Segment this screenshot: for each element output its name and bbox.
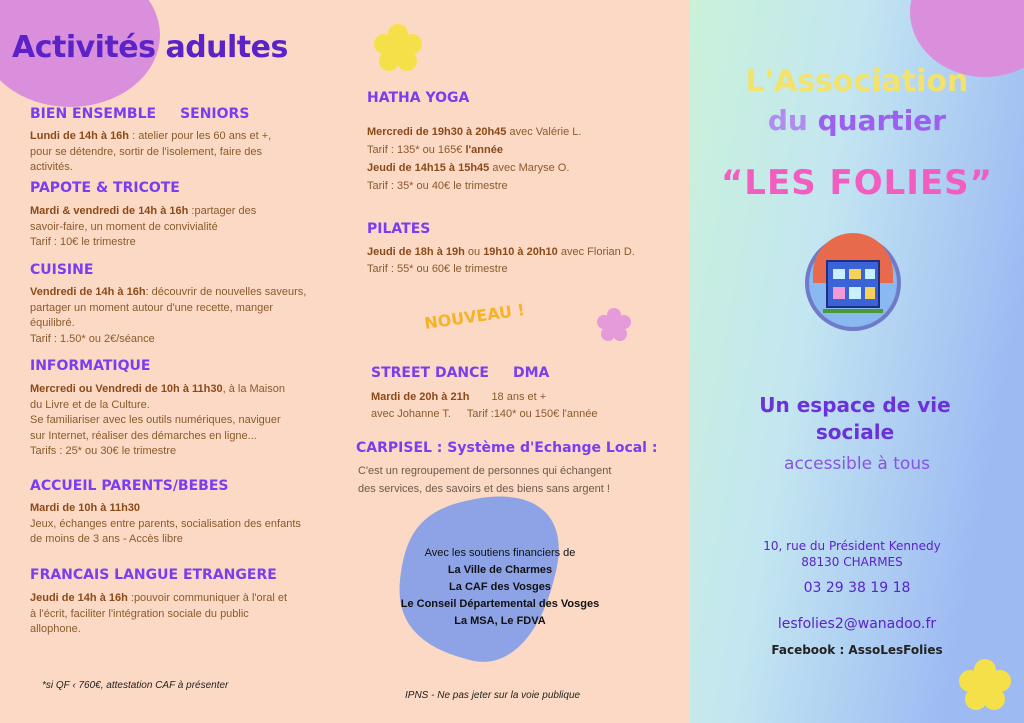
pink-flower-icon bbox=[597, 308, 631, 341]
bien-ensemble-text: Lundi de 14h à 16h : atelier pour les 60 ans et +, pour se détendre, sortir de l'isolement, faire des activités. bbox=[30, 130, 272, 173]
nouveau-label: NOUVEAU ! bbox=[423, 300, 526, 333]
heading-street-dance: STREET DANCE DMA bbox=[371, 365, 550, 381]
fle-text: Jeudi de 14h à 16h :pouvoir communiquer à l'oral et à l'écrit, faciliter l'intégration sociale du public allophone. bbox=[30, 592, 288, 635]
facebook-link[interactable]: Facebook : AssoLesFolies bbox=[771, 643, 943, 657]
pilates-text: Jeudi de 18h à 19h ou 19h10 à 20h10 avec Florian D. Tarif : 55* ou 60€ le trimestre bbox=[367, 246, 635, 275]
sponsors: Avec les soutiens financiers de La Ville de Charmes La CAF des Vosges Le Conseil Départemental des Vosges La MSA, Le FDVA bbox=[400, 547, 600, 627]
heading-fle: FRANCAIS LANGUE ETRANGERE bbox=[30, 567, 277, 583]
heading-informatique: INFORMATIQUE bbox=[30, 358, 151, 374]
quartier-title: du quartier bbox=[767, 104, 947, 137]
email-link[interactable]: lesfolies2@wanadoo.fr bbox=[777, 616, 937, 632]
heading-bien-ensemble: BIEN ENSEMBLE SENIORS bbox=[30, 106, 250, 122]
les-folies-title: “LES FOLIES” bbox=[720, 163, 994, 203]
heading-yoga: HATHA YOGA bbox=[367, 90, 470, 106]
footnote: *si QF ‹ 760€, attestation CAF à présenter bbox=[42, 680, 229, 691]
street-dance-text: Mardi de 20h à 21h 18 ans et + avec Johanne T. Tarif :140* ou 150€ l'année bbox=[371, 391, 598, 420]
heading-pilates: PILATES bbox=[367, 221, 431, 237]
heading-cuisine: CUISINE bbox=[30, 262, 94, 278]
carpisel-text: C'est un regroupement de personnes qui échangent des services, des savoirs et des biens sans argent ! bbox=[358, 465, 612, 495]
ipns-note: IPNS - Ne pas jeter sur la voie publique bbox=[405, 690, 581, 701]
heading-carpisel: CARPISEL : Système d'Echange Local : bbox=[356, 440, 658, 456]
heading-papote: PAPOTE & TRICOTE bbox=[30, 180, 180, 196]
papote-text: Mardi & vendredi de 14h à 16h :partager des savoir-faire, un moment de convivialité Tarif : 10€ le trimestre bbox=[30, 205, 257, 248]
accueil-text: Mardi de 10h à 11h30 Jeux, échanges entre parents, socialisation des enfants de moins de 3 ans - Accès libre bbox=[30, 502, 301, 545]
informatique-text: Mercredi ou Vendredi de 10h à 11h30, à la Maison du Livre et de la Culture. Se familiariser avec les outils numériques, naviguer sur Internet, réaliser des démarches en ligne... Tarifs : 25* ou 30€ le trimestre bbox=[30, 383, 285, 457]
heading-accueil: ACCUEIL PARENTS/BEBES bbox=[30, 478, 229, 494]
address: 10, rue du Président Kennedy 88130 CHARMES bbox=[763, 539, 941, 569]
yoga-text: Mercredi de 19h30 à 20h45 avec Valérie L. Tarif : 135* ou 165€ l'année Jeudi de 14h15 à 15h45 avec Maryse O. Tarif : 35* ou 40€ le trimestre bbox=[367, 126, 582, 192]
cuisine-text: Vendredi de 14h à 16h: découvrir de nouvelles saveurs, partager un moment autour d'une recette, manger équilibré. Tarif : 1.50* ou 2€/séance bbox=[30, 286, 307, 345]
association-title: L'Association bbox=[745, 64, 969, 99]
phone-number[interactable]: 03 29 38 19 18 bbox=[803, 580, 911, 596]
page-title: Activités adultes bbox=[12, 30, 288, 65]
yellow-flower-icon bbox=[374, 24, 422, 71]
espace-heading: Un espace de vie sociale bbox=[759, 393, 951, 444]
accessible-text: accessible à tous bbox=[784, 454, 930, 474]
